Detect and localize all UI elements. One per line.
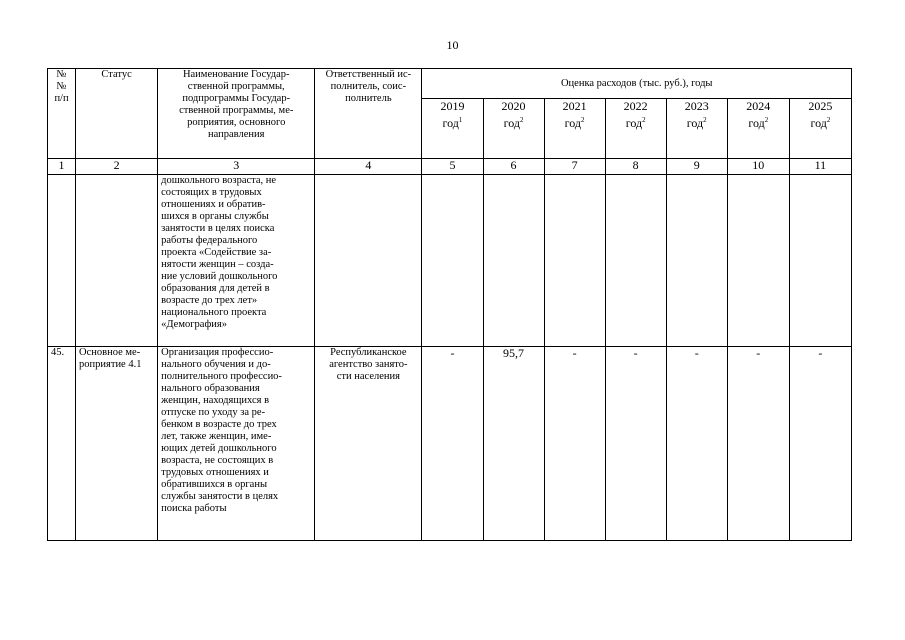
header-year-2025: 2025 год$^2$ [789,99,851,159]
header-year-2019: 2019 год$^1$ [422,99,483,159]
row-value-2025 [789,175,851,347]
row-value-2024 [727,175,789,347]
column-number: 8 [605,159,666,175]
row-value-2023 [666,175,727,347]
column-number: 10 [727,159,789,175]
row-value-2022: - [605,347,666,541]
row-value-2019: - [422,347,483,541]
row-value-2019 [422,175,483,347]
column-number: 7 [544,159,605,175]
header-responsible: Ответственный ис- полнитель, соис- полнитель [315,69,422,159]
row-name: дошкольного возраста, не состоящих в трудовых отношениях и обратив- шихся в органы службы занятости в целях поиска работы федерального проекта «Содействие за- нятости женщин – созда- ние условий дошкольного образования для детей в возрасте до трех лет» национального проекта «Демография» [158,175,315,347]
header-no: № № п/п [48,69,76,159]
row-value-2021 [544,175,605,347]
column-number: 1 [48,159,76,175]
header-year-2020: 2020 год$^2$ [483,99,544,159]
row-value-2020 [483,175,544,347]
column-number: 4 [315,159,422,175]
row-responsible [315,175,422,347]
row-value-2020: 95,7 [483,347,544,541]
column-numbers-row [48,159,852,175]
header-name: Наименование Государ- ственной программы, подпрограммы Государ- ственной программы, ме- роприятия, основного направления [158,69,315,159]
row-status: Основное ме- роприятие 4.1 [76,347,158,541]
page-number: 10 [446,38,459,52]
row-status [76,175,158,347]
row-value-2022 [605,175,666,347]
header-expenses: Оценка расходов (тыс. руб.), годы [422,69,852,99]
row-name: Организация профессио- нального обучения и до- полнительного профессио- нального образования женщин, находящихся в отпуске по уходу за ре- бенком в возрасте до трех лет, также женщин, име- ющих детей дошкольного возраста, не состоящих в трудовых отношениях и обратившихся в органы службы занятости в целях поиска работы [158,347,315,541]
header-year-2024: 2024 год$^2$ [727,99,789,159]
row-number [48,175,76,347]
header-year-2021: 2021 год$^2$ [544,99,605,159]
column-number: 11 [789,159,851,175]
column-number: 9 [666,159,727,175]
row-responsible: Республиканское агентство занято- сти населения [315,347,422,541]
header-year-2023: 2023 год$^2$ [666,99,727,159]
column-number: 6 [483,159,544,175]
row-value-2024: - [727,347,789,541]
column-number: 3 [158,159,315,175]
column-number: 2 [76,159,158,175]
expenses-table [47,68,852,541]
row-number: 45. [48,347,76,541]
row-value-2025: - [789,347,851,541]
row-value-2023: - [666,347,727,541]
header-status: Статус [76,69,158,159]
header-year-2022: 2022 год$^2$ [605,99,666,159]
row-value-2021: - [544,347,605,541]
column-number: 5 [422,159,483,175]
table-row [48,175,852,347]
table-row [48,347,852,541]
